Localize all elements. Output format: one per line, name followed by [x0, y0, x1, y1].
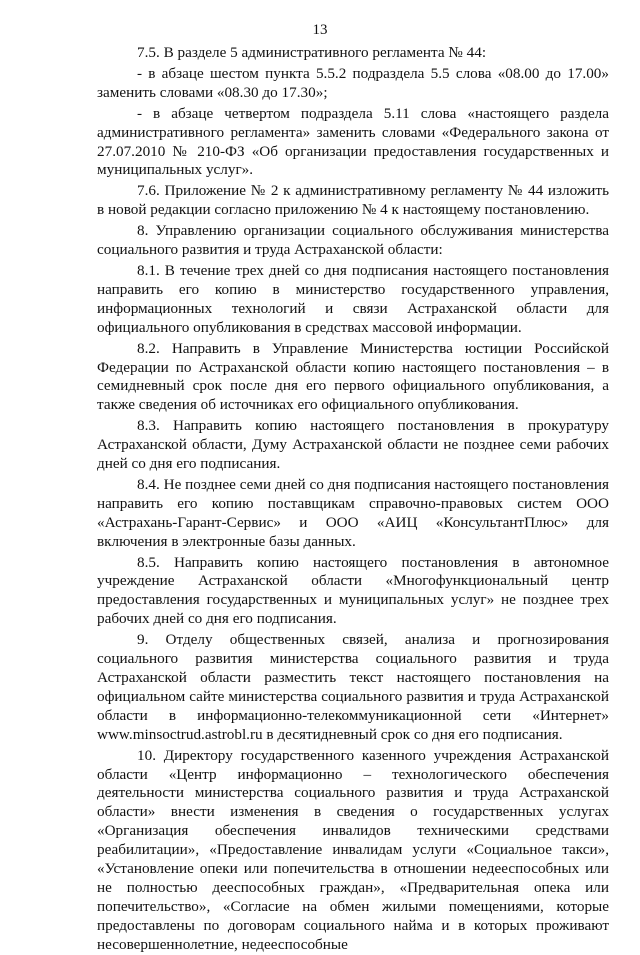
document-body	[97, 44, 609, 955]
page-number: 13	[312, 22, 328, 38]
paragraph-8-5: 8.5. Направить копию настоящего постановления в автономное учреждение Астраханской области «Многофункциональный центр предоставления государственных и муниципальных услуг» не позднее трех рабочих дней со дня его подписания.	[97, 553, 609, 628]
paragraph-7-6: 7.6. Приложение № 2 к административному регламенту № 44 изложить в новой редакции согласно приложению № 4 к настоящему постановлению.	[97, 182, 609, 219]
paragraph-7-5: 7.5. В разделе 5 административного регламента № 44:	[137, 44, 487, 61]
paragraph-8-2: 8.2. Направить в Управление Министерства юстиции Российской Федерации по Астраханской области копию настоящего постановления – в семидневный срок после дня его первого официального опубликования, а также сведения об источниках его официального опубликования.	[97, 339, 609, 414]
paragraph-7-5-item-1: - в абзаце шестом пункта 5.5.2 подраздела 5.5 слова «08.00 до 17.00» заменить словами «08.30 до 17.30»;	[97, 64, 609, 101]
paragraph-8-1: 8.1. В течение трех дней со дня подписания настоящего постановления направить его копию в министерство государственного управления, информационных технологий и связи Астраханской области для официального опубликования в средствах массовой информации.	[97, 261, 609, 336]
paragraph-8-4: 8.4. Не позднее семи дней со дня подписания настоящего постановления направить его копию поставщикам справочно-правовых систем ООО «Астрахань-Гарант-Сервис» и ООО «АИЦ «КонсультантПлюс» для включения в электронные базы данных.	[97, 475, 609, 550]
paragraph-8-3: 8.3. Направить копию настоящего постановления в прокуратуру Астраханской области, Думу Астраханской области не позднее семи рабочих дней со дня его подписания.	[97, 417, 609, 473]
paragraph-9: 9. Отделу общественных связей, анализа и прогнозирования социального развития министерства социального развития и труда Астраханской области разместить текст настоящего постановления на официальном сайте министерства социального развития и труда Астраханской области в информационно-телекоммуникационной сети «Интернет» www.minsoctrud.astrobl.ru в десятидневный срок со дня его подписания.	[97, 631, 609, 743]
paragraph-10: 10. Директору государственного казенного учреждения Астраханской области «Центр информационно – технологического обеспечения деятельности министерства социального развития и труда Астраханской области» внести изменения в сведения о государственных услугах «Организация обеспечения инвалидов техническими средствами реабилитации», «Предоставление инвалидам услуги «Социальное такси», «Установление опеки или попечительства в отношении недееспособных или не полностью дееспособных граждан», «Предварительная опека или попечительство», «Согласие на обмен жилыми помещениями, которые предоставлены по договорам социального найма и в которых проживают несовершеннолетние, недееспособные	[97, 746, 609, 953]
paragraph-8: 8. Управлению организации социального обслуживания министерства социального развития и труда Астраханской области:	[97, 222, 609, 259]
paragraph-7-5-item-2: - в абзаце четвертом подраздела 5.11 слова «настоящего раздела административного регламента» заменить словами «Федерального закона от 27.07.2010 № 210-ФЗ «Об организации предоставления государственных и муниципальных услуг».	[97, 104, 609, 179]
